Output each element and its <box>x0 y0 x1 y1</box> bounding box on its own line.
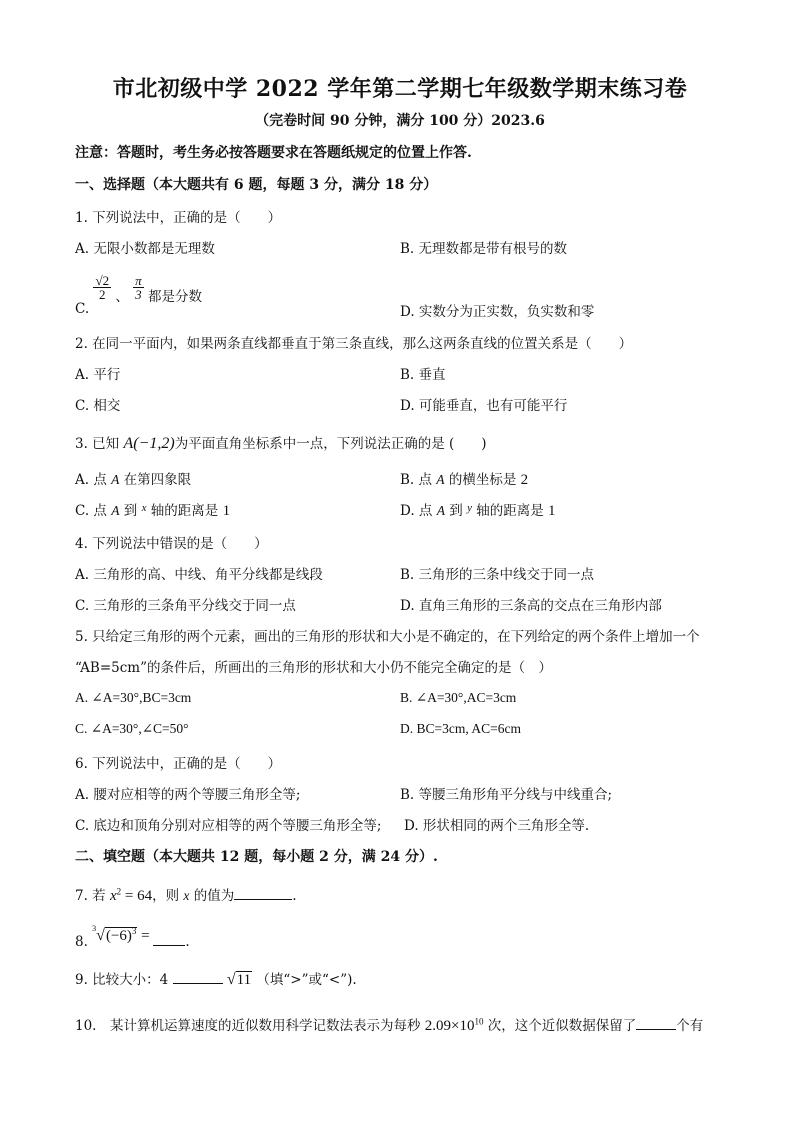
q2-option-a: A. 平行 <box>75 367 121 383</box>
q3-b-var: A <box>436 472 445 487</box>
q8-answer-blank[interactable] <box>153 944 185 946</box>
q3-c-prefix: C. 点 <box>75 503 112 519</box>
q10-answer-blank[interactable] <box>636 1028 676 1030</box>
q5-option-c: C. ∠A=30°,∠C=50° <box>75 721 189 736</box>
notice: 注意：答题时，考生务必按答题要求在答题纸规定的位置上作答. <box>75 145 472 161</box>
q3-b-mid: 的横坐标是 <box>444 472 521 488</box>
q1-c-sep: 、 <box>115 289 129 305</box>
q2-stem: 2. 在同一平面内，如果两条直线都垂直于第三条直线，那么这两条直线的位置关系是（ ） <box>75 336 633 352</box>
q8-eq: = <box>137 928 154 944</box>
q3-b-val: 2 <box>520 472 529 488</box>
q3-point-a: A(−1,2) <box>123 435 175 452</box>
q2-option-d: D. 可能垂直，也有可能平行 <box>400 398 568 414</box>
q1-stem: 1. 下列说法中，正确的是（ ） <box>75 210 282 226</box>
q6-option-b: B. 等腰三角形角平分线与中线重合; <box>400 787 613 803</box>
q3-d-var: A <box>436 503 445 518</box>
page-subtitle: （完卷时间 90 分钟，满分 100 分）2023.6 <box>255 113 545 129</box>
q10-prefix: 10. 某计算机运算速度的近似数用科学记数法表示为每秒 <box>75 1018 425 1034</box>
q3-a-prefix: A. 点 <box>75 472 112 488</box>
page-title: 市北初级中学 2022 学年第二学期七年级数学期末练习卷 <box>112 76 688 102</box>
q3-stem-prefix: 3. 已知 <box>75 436 124 452</box>
q9-radicand: 11 <box>236 972 252 988</box>
q8-radical-sign: √ <box>96 927 105 944</box>
q4-option-b: B. 三角形的三条中线交于同一点 <box>400 567 595 583</box>
q3-option-a <box>75 468 191 488</box>
q6-option-c: C. 底边和顶角分别对应相等的两个等腰三角形全等; <box>75 818 382 834</box>
q6-option-a: A. 腰对应相等的两个等腰三角形全等; <box>75 787 301 803</box>
q1-c-fraction-pi <box>133 274 144 301</box>
q3-d-mid2: 轴的距离是 <box>471 503 549 519</box>
q5-option-b: B. ∠A=30°,AC=3cm <box>400 690 517 705</box>
section2-heading: 二、填空题（本大题共 12 题，每小题 2 分，满 24 分）. <box>75 849 438 865</box>
q2-option-b: B. 垂直 <box>400 367 446 383</box>
q3-c-mid2: 轴的距离是 <box>146 503 223 519</box>
q4-option-d: D. 直角三角形的三条高的交点在三角形内部 <box>400 598 662 614</box>
q8-root-index: 3 <box>92 923 97 933</box>
q1-option-b: B. 无理数都是带有根号的数 <box>400 241 568 257</box>
q3-a-suffix: 在第四象限 <box>119 472 192 488</box>
q1-c-frac2-num: π <box>135 273 142 288</box>
q5-stem-line2: “AB=5cm”的条件后，所画出的三角形的形状和大小仍不能完全确定的是（ ） <box>75 660 552 676</box>
q1-c-suffix: 都是分数 <box>147 289 202 305</box>
q4-stem: 4. 下列说法中错误的是（ ） <box>75 536 268 552</box>
q3-d-val: 1 <box>548 503 556 519</box>
q3-c-var: A <box>111 503 120 518</box>
q6-option-d: D. 形状相同的两个三角形全等. <box>404 818 590 834</box>
q3-option-b <box>400 468 528 489</box>
q1-c-prefix: C. <box>75 301 94 317</box>
q9-suffix: （填“>”或“<”). <box>252 972 357 988</box>
q3-a-var: A <box>111 472 120 487</box>
q7-mid: ，则 <box>152 888 184 904</box>
q9-answer-blank[interactable] <box>173 982 223 984</box>
q8 <box>75 923 190 950</box>
q3-d-mid: 到 <box>444 503 468 519</box>
q9-radical-sign: √ <box>226 971 236 988</box>
q3-d-axis: y <box>467 502 472 514</box>
q9 <box>75 968 357 989</box>
q3-option-d <box>400 499 556 520</box>
q1-c-fraction-sqrt2 <box>93 274 111 301</box>
q10-mantissa: 2.09×10 <box>424 1018 475 1034</box>
q7-end: . <box>292 888 297 904</box>
q3-c-val: 1 <box>222 503 231 519</box>
q8-prefix: 8. <box>75 934 93 950</box>
q7-suffix: 的值为 <box>189 888 235 904</box>
q8-radicand-exp: 3 <box>131 926 137 936</box>
q4-option-c: C. 三角形的三条角平分线交于同一点 <box>75 598 296 614</box>
q5-option-d: D. BC=3cm, AC=6cm <box>400 721 521 736</box>
q1-c-frac1-den: 2 <box>93 287 111 301</box>
q4-option-a: A. 三角形的高、中线、角平分线都是线段 <box>75 567 323 583</box>
q7-base: x <box>109 888 117 904</box>
q3-c-mid: 到 <box>119 503 142 519</box>
q7-var: x <box>183 888 190 903</box>
q9-prefix: 9. 比较大小：4 <box>75 972 173 988</box>
q2-option-c: C. 相交 <box>75 398 121 414</box>
q8-radicand <box>105 927 137 944</box>
q6-stem: 6. 下列说法中，正确的是（ ） <box>75 756 282 772</box>
q1-option-a: A. 无限小数都是无理数 <box>75 241 215 257</box>
q10-mid: 次，这个近似数据保留了 <box>483 1018 637 1034</box>
q3-c-axis: x <box>141 502 147 514</box>
q5-stem-line1: 5. 只给定三角形的两个元素，画出的三角形的形状和大小是不确定的，在下列给定的两个条件上增加一个 <box>75 629 700 645</box>
q10-exp: 10 <box>474 1016 484 1027</box>
q7-answer-blank[interactable] <box>234 898 292 900</box>
q1-c-frac2-den: 3 <box>133 287 144 301</box>
section1-heading: 一、选择题（本大题共有 6 题，每题 3 分，满分 18 分） <box>75 177 438 193</box>
q7 <box>75 884 297 905</box>
q5-option-a: A. ∠A=30°,BC=3cm <box>75 690 192 705</box>
q7-prefix: 7. 若 <box>75 888 110 904</box>
q3-stem <box>75 432 487 453</box>
q3-option-c <box>75 499 230 520</box>
q1-c-frac1-num: √2 <box>95 273 110 288</box>
q8-radicand-base: (−6) <box>105 928 132 944</box>
q10-suffix: 个有 <box>676 1018 704 1034</box>
q1-option-d: D. 实数分为正实数，负实数和零 <box>400 304 595 320</box>
q8-end: . <box>185 934 190 950</box>
q3-stem-suffix: 为平面直角坐标系中一点，下列说法正确的是 ( ) <box>174 436 487 452</box>
q10 <box>75 1014 703 1035</box>
q3-b-prefix: B. 点 <box>400 472 437 488</box>
q7-exp: 2 <box>116 886 122 897</box>
q3-d-prefix: D. 点 <box>400 503 437 519</box>
q1-option-c <box>75 273 202 317</box>
q7-eq: = 64 <box>121 888 153 904</box>
